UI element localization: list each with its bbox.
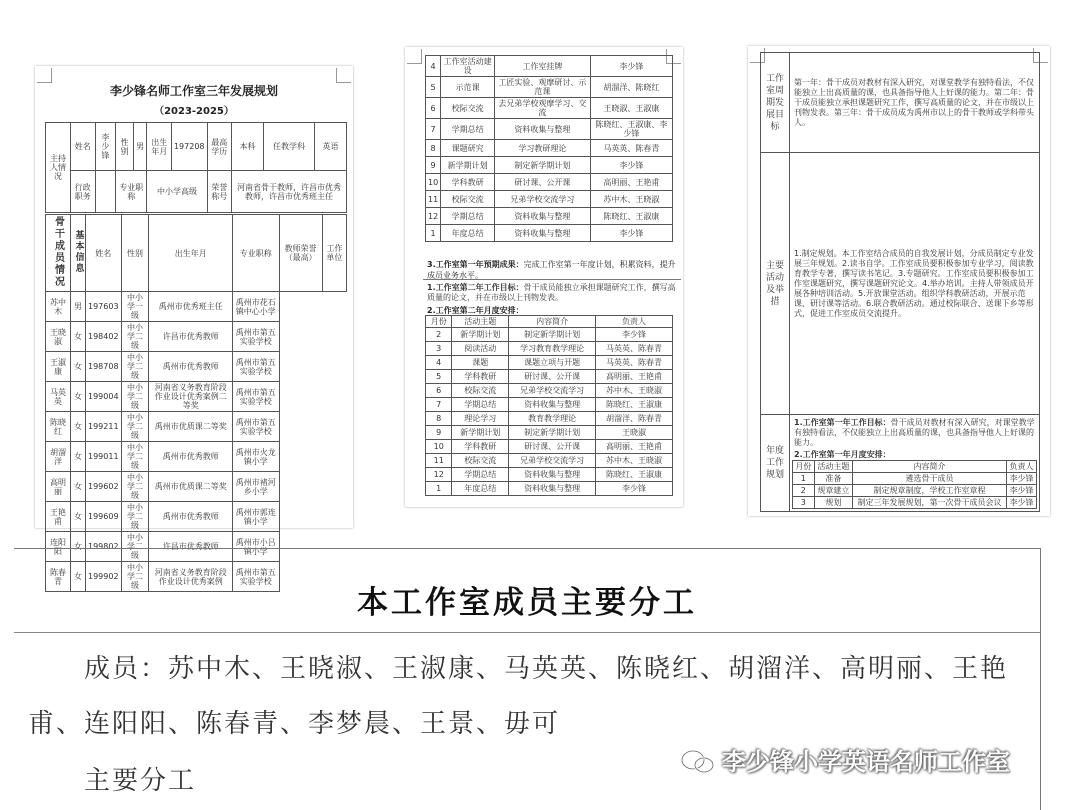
cell: 性别 [116, 123, 134, 171]
division-label: 主要分工 [84, 766, 197, 796]
table-cell: 禹州市褚河乡小学 [233, 472, 279, 502]
table-cell: 中小学二级 [121, 532, 149, 562]
table-cell: 资料收集与整理 [494, 208, 590, 225]
table-cell: 王晓淑、王淑康 [590, 98, 672, 119]
table-cell: 9 [426, 157, 441, 174]
table-row [46, 472, 347, 502]
table-cell: 研讨课、公开课 [509, 440, 596, 454]
cell: 最高学历 [207, 123, 232, 171]
table-cell: 胡溜洋 [46, 442, 71, 472]
table-cell: 1 [426, 482, 452, 496]
table-cell: 12 [426, 208, 441, 225]
col-header: 月份 [426, 316, 452, 328]
table-cell: 199004 [86, 382, 122, 412]
table-cell: 王晓淑 [596, 426, 673, 440]
table-cell: 制定新学期计划 [509, 426, 596, 440]
table-cell: 中小学二级 [121, 382, 149, 412]
table-cell: 禹州市优秀教师 [149, 442, 233, 472]
table-cell: 7 [426, 398, 452, 412]
table-cell: 禹州市第五实验学校 [233, 382, 279, 412]
table-cell: 禹州市小吕镇小学 [233, 532, 279, 562]
table-cell: 学习教研理论 [494, 140, 590, 157]
col-header: 姓名 [86, 215, 122, 292]
table-row [46, 502, 347, 532]
table-cell: 资料收集与整理 [509, 398, 596, 412]
cell: 男 [133, 123, 147, 171]
frame-right-border [1040, 548, 1041, 810]
table-cell: 年度总结 [441, 225, 495, 242]
table-cell: 校际交流 [441, 98, 495, 119]
goal3-line: 3.工作室第一年预期成果：完成工作室第一年度计划，积累资料，提升成员业务水平。 [427, 260, 676, 280]
table-cell: 兄弟学校交流学习 [494, 191, 590, 208]
table-cell: 1 [426, 225, 441, 242]
table-row [46, 412, 347, 442]
table-row [426, 426, 673, 440]
table-cell: 课题 [452, 356, 509, 370]
table-cell: 197603 [86, 292, 122, 322]
development-plan-table [760, 52, 1040, 512]
table-cell: 中小学二级 [121, 562, 149, 592]
yearplan-label: 年度工作规划 [761, 415, 790, 512]
table-cell: 李少锋 [596, 328, 673, 342]
cell: 任教学科 [263, 123, 314, 171]
table-cell: 兄弟学校交流学习 [509, 384, 596, 398]
table-cell: 陈晓红、王淑康 [590, 208, 672, 225]
table-cell: 工匠实验、观摩研讨、示范课 [494, 77, 590, 98]
table-row [426, 440, 673, 454]
cell: 行政职务 [71, 171, 96, 213]
table-cell: 新学期计划 [452, 426, 509, 440]
table-row [426, 468, 673, 482]
col-header: 月份 [793, 461, 815, 473]
col-header: 专业职称 [233, 215, 279, 292]
crop-mark [37, 68, 52, 83]
table-row [426, 140, 673, 157]
col-header: 负责人 [1007, 461, 1037, 473]
year1-goal: 1.工作室第一年工作目标：骨干成员对教材有深入研究，对课堂教学有独特看法，不仅能独立上出高质量的课，也具备指导他人上好课的能力。 [794, 418, 1035, 447]
table-cell: 王晓淑 [46, 322, 71, 352]
table-cell: 学期总结 [452, 398, 509, 412]
table-cell: 中小学二级 [121, 352, 149, 382]
table-cell: 2 [426, 328, 452, 342]
table-cell: 李少锋 [1007, 497, 1037, 509]
table-row [426, 482, 673, 496]
table-cell: 8 [426, 412, 452, 426]
table-cell: 规划 [814, 497, 852, 509]
table-cell: 马英英 [46, 382, 71, 412]
members-line-1: 成员：苏中木、王晓淑、王淑康、马英英、陈晓红、胡溜洋、高明丽、王艳 [84, 654, 1009, 684]
table-cell: 中小学二级 [121, 412, 149, 442]
table-row [426, 174, 673, 191]
table-cell: 5 [426, 77, 441, 98]
table-cell: 工作室活动建设 [441, 56, 495, 77]
members-subsection-label: 基本信息 [71, 215, 86, 292]
table-cell: 禹州市第五实验学校 [233, 352, 279, 382]
table-cell: 7 [426, 119, 441, 140]
table-row [426, 454, 673, 468]
table-cell: 女 [71, 382, 86, 412]
table-cell: 女 [71, 502, 86, 532]
cell: 专业职称 [116, 171, 147, 213]
table-cell: 禹州市第五实验学校 [233, 412, 279, 442]
table-cell: 校际交流 [452, 454, 509, 468]
table-cell: 高明丽、王艳甫 [590, 174, 672, 191]
col-header: 性别 [121, 215, 149, 292]
year2-plan-table [425, 315, 673, 496]
table-cell: 研讨课、公开课 [509, 370, 596, 384]
table-cell: 高明丽、王艳甫 [596, 370, 673, 384]
cell: 荣誉称号 [207, 171, 232, 213]
table-row [46, 382, 347, 412]
col-header: 负责人 [596, 316, 673, 328]
table-cell: 学期总结 [452, 468, 509, 482]
table-cell: 199902 [86, 562, 122, 592]
cell: 197208 [171, 123, 207, 171]
activity-text: 1.制定规划。本工作室结合成员的自我发展计划，分成员制定专业发展三年规划。2.读书自学。工作室成员要积极参加专业学习，阅读教育教学专著，撰写读书笔记。3.专题研究。工作室成员要积极参加工作室课题研究，撰写课题研究论文。4.举办培训。主持人带领成员开展各种培训活动。5.开放课堂活动。组织学科教研活动，开展示范课、研讨课等活动。6.联合教研活动。通过校际联合、送课下乡等形式，促进工作室成员交流提升。 [790, 153, 1040, 415]
table-cell: 高明丽、王艳甫 [596, 440, 673, 454]
table-cell: 校际交流 [452, 384, 509, 398]
table-cell: 陈晓红、王淑康 [596, 398, 673, 412]
table-row [793, 497, 1037, 509]
table-cell: 马英英、陈春青 [590, 140, 672, 157]
table-cell: 中小学二级 [121, 472, 149, 502]
table-cell: 禹州市优秀班主任 [149, 292, 233, 322]
table-cell: 苏中木、王晓淑 [596, 384, 673, 398]
table-cell: 女 [71, 562, 86, 592]
col-header: 出生年月 [149, 215, 233, 292]
document-page-2 [405, 47, 683, 507]
table-cell: 199011 [86, 442, 122, 472]
table-cell: 禹州市优质课二等奖 [149, 412, 233, 442]
table-row [426, 98, 673, 119]
table-cell: 许昌市优秀教师 [149, 532, 233, 562]
table-row [426, 342, 673, 356]
table-cell: 新学期计划 [452, 328, 509, 342]
table-cell: 教育教学理论 [509, 412, 596, 426]
table-cell: 高明丽 [46, 472, 71, 502]
cell: 中小学高级 [147, 171, 207, 213]
table-cell: 李少锋 [1007, 485, 1037, 497]
table-cell: 陈春青 [46, 562, 71, 592]
table-cell: 3 [426, 342, 452, 356]
table-cell: 王淑康 [46, 352, 71, 382]
cell: 李少锋 [95, 123, 116, 171]
host-section-label: 主持人情况 [46, 123, 71, 213]
watermark-text: 李少锋小学英语名师工作室 [722, 748, 1010, 776]
table-row [426, 412, 673, 426]
table-cell: 李少锋 [596, 482, 673, 496]
table-cell: 女 [71, 412, 86, 442]
table-cell: 5 [426, 370, 452, 384]
table-cell: 禹州市优质课二等奖 [149, 472, 233, 502]
table-cell: 工作室挂牌 [494, 56, 590, 77]
document-page-3 [748, 46, 1050, 516]
table-cell: 河南省义务教育阶段作业设计优秀案例 [149, 562, 233, 592]
table-cell: 4 [426, 356, 452, 370]
table-row [426, 328, 673, 342]
year1-plan-title: 2.工作室第一年月度安排： [794, 450, 891, 459]
table-cell: 禹州市优秀教师 [149, 502, 233, 532]
crop-mark [336, 68, 351, 83]
table-cell: 制定新学期计划 [494, 157, 590, 174]
table-cell: 9 [426, 426, 452, 440]
table-row [426, 157, 673, 174]
table-cell: 理论学习 [452, 412, 509, 426]
table-cell: 苏中木、王晓淑 [596, 454, 673, 468]
table-cell: 学期总结 [441, 208, 495, 225]
table-cell: 2 [793, 485, 815, 497]
table-cell: 规章建立 [814, 485, 852, 497]
table-cell: 6 [426, 98, 441, 119]
table-cell: 陈晓红、王淑康 [596, 468, 673, 482]
table-cell: 禹州市郭连镇小学 [233, 502, 279, 532]
table-cell: 学科教研 [452, 440, 509, 454]
table-cell: 10 [426, 174, 441, 191]
table-cell: 8 [426, 140, 441, 157]
table-cell: 女 [71, 322, 86, 352]
table-cell: 苏中木 [46, 292, 71, 322]
table-row [426, 398, 673, 412]
table-cell: 资料收集与整理 [494, 225, 590, 242]
col-header: 内容简介 [509, 316, 596, 328]
table-cell: 199602 [86, 472, 122, 502]
cell: 英语 [315, 123, 347, 171]
plan-title: 李少锋名师工作室三年发展规划 [109, 84, 278, 98]
table-cell: 兄弟学校交流学习 [509, 454, 596, 468]
table-cell: 198708 [86, 352, 122, 382]
table-row [426, 191, 673, 208]
table-cell: 禹州市第五实验学校 [233, 562, 279, 592]
activity-label: 主要活动及举措 [761, 153, 790, 415]
table-cell: 199802 [86, 532, 122, 562]
table-cell: 研讨课、公开课 [494, 174, 590, 191]
table-cell: 马英英、陈春青 [596, 342, 673, 356]
table-cell: 女 [71, 472, 86, 502]
table-row [426, 77, 673, 98]
table-cell: 6 [426, 384, 452, 398]
table-cell: 陈晓红 [46, 412, 71, 442]
table-cell: 学期总结 [441, 119, 495, 140]
table-cell: 4 [426, 56, 441, 77]
table-row [426, 208, 673, 225]
table-cell: 199211 [86, 412, 122, 442]
table-cell: 12 [426, 468, 452, 482]
host-info-table [45, 122, 347, 213]
document-page-1 [35, 66, 353, 590]
plan-years: （2023-2025） [154, 106, 234, 117]
table-cell: 遴选骨干成员 [852, 473, 1006, 485]
table-cell: 11 [426, 454, 452, 468]
table-row [793, 473, 1037, 485]
table-cell: 中小学二级 [121, 502, 149, 532]
table-row [793, 485, 1037, 497]
table-cell: 许昌市优秀教师 [149, 322, 233, 352]
cell: 姓名 [71, 123, 96, 171]
division-section-frame [14, 548, 1041, 649]
cell: 出生年月 [147, 123, 172, 171]
table-row [426, 119, 673, 140]
table-cell: 制定三年发展规划，第一次骨干成员会议 [852, 497, 1006, 509]
table-row [426, 56, 673, 77]
table-cell: 中小学二级 [121, 442, 149, 472]
table-cell: 李少锋 [590, 157, 672, 174]
table-cell: 禹州市第五实验学校 [233, 322, 279, 352]
table-row [426, 370, 673, 384]
table-cell: 学科教研 [441, 174, 495, 191]
col-header: 活动主题 [814, 461, 852, 473]
table-cell: 李少锋 [590, 225, 672, 242]
table-row [426, 384, 673, 398]
crop-mark [407, 49, 422, 64]
table-row [46, 352, 347, 382]
table-cell: 男 [71, 292, 86, 322]
table-cell: 校际交流 [441, 191, 495, 208]
col-header: 工作单位 [322, 215, 346, 292]
table-cell: 制定规章制度，学校工作室章程 [852, 485, 1006, 497]
table-cell: 198402 [86, 322, 122, 352]
table-cell: 苏中木、王晓淑 [590, 191, 672, 208]
goal-label: 工作室周期发展目标 [761, 53, 790, 153]
table-cell: 河南省义务教育阶段作业设计优秀案例二等奖 [149, 382, 233, 412]
table-cell: 禹州市花石镇中心小学 [233, 292, 279, 322]
year2-goal: 1.工作室第二年工作目标：骨干成员能独立承担课题研究工作，撰写高质量的论文，并在市级以上刊物发表。 [423, 279, 681, 306]
table-cell: 10 [426, 440, 452, 454]
table-cell: 资料收集与整理 [509, 482, 596, 496]
table-cell: 禹州市优秀教师 [149, 352, 233, 382]
section-title: 本工作室成员主要分工 [357, 585, 697, 621]
table-cell: 学习教育教学理论 [509, 342, 596, 356]
table-cell: 新学期计划 [441, 157, 495, 174]
table-cell: 资料收集与整理 [509, 468, 596, 482]
table-cell: 年度总结 [452, 482, 509, 496]
table-cell: 199609 [86, 502, 122, 532]
cell: 本科 [232, 123, 264, 171]
col-header: 内容简介 [852, 461, 1006, 473]
table-row [426, 356, 673, 370]
col-header: 教师荣誉（最高） [279, 215, 322, 292]
table-cell: 中小学一级 [121, 292, 149, 322]
table-cell: 去兄弟学校观摩学习、交流 [494, 98, 590, 119]
year2-plan-title: 2.工作室第二年月度安排： [427, 306, 524, 315]
table-cell: 李少锋 [1007, 473, 1037, 485]
cell: 河南省骨干教师，许昌市优秀教师，许昌市优秀班主任 [232, 171, 347, 213]
table-cell: 李少锋 [590, 56, 672, 77]
table-row [46, 292, 347, 322]
table-cell: 陈晓红、王淑康、李少锋 [590, 119, 672, 140]
table-row [426, 225, 673, 242]
title-divider [14, 632, 1040, 633]
table-cell: 胡溜洋、陈春青 [596, 412, 673, 426]
members-section-label: 骨干成员情况 [46, 215, 71, 292]
table-cell: 课题立项与开题 [509, 356, 596, 370]
yearplan-cell [790, 415, 1040, 512]
table-cell: 示范课 [441, 77, 495, 98]
table-cell: 女 [71, 352, 86, 382]
table-cell: 11 [426, 191, 441, 208]
table-cell: 连阳阳 [46, 532, 71, 562]
table-cell: 王艳甫 [46, 502, 71, 532]
members-line-2: 甫、连阳阳、陈春青、李梦晨、王景、毋可 [28, 709, 561, 739]
table-cell: 胡溜洋、陈晓红 [590, 77, 672, 98]
table-cell: 学科教研 [452, 370, 509, 384]
table-cell: 女 [71, 442, 86, 472]
members-info-table [45, 214, 347, 592]
cell [95, 171, 116, 213]
table-cell: 课题研究 [441, 140, 495, 157]
year1-plan-continued-table [425, 55, 673, 242]
col-header: 活动主题 [452, 316, 509, 328]
table-cell: 3 [793, 497, 815, 509]
goal-text: 第一年：骨干成员对教材有深入研究，对课堂教学有独特看法，不仅能独立上出高质量的课，也具备指导他人上好课的能力。第二年：骨干成员能独立承担课题研究工作，撰写高质量的论文，并在市级以上刊物发表。第三年：骨干成员成为禹州市以上的骨干教师或学科带头人。 [790, 53, 1040, 153]
table-cell: 1 [793, 473, 815, 485]
table-cell: 阅读活动 [452, 342, 509, 356]
table-cell: 制定新学期计划 [509, 328, 596, 342]
wechat-official-account-icon [679, 747, 719, 777]
table-cell: 禹州市火龙镇小学 [233, 442, 279, 472]
table-cell: 马英英、陈春青 [596, 356, 673, 370]
year1-plan-table [792, 460, 1037, 509]
table-cell: 资料收集与整理 [494, 119, 590, 140]
table-cell: 中小学二级 [121, 322, 149, 352]
table-cell: 女 [71, 532, 86, 562]
table-cell: 准备 [814, 473, 852, 485]
table-row [46, 322, 347, 352]
table-row [46, 442, 347, 472]
